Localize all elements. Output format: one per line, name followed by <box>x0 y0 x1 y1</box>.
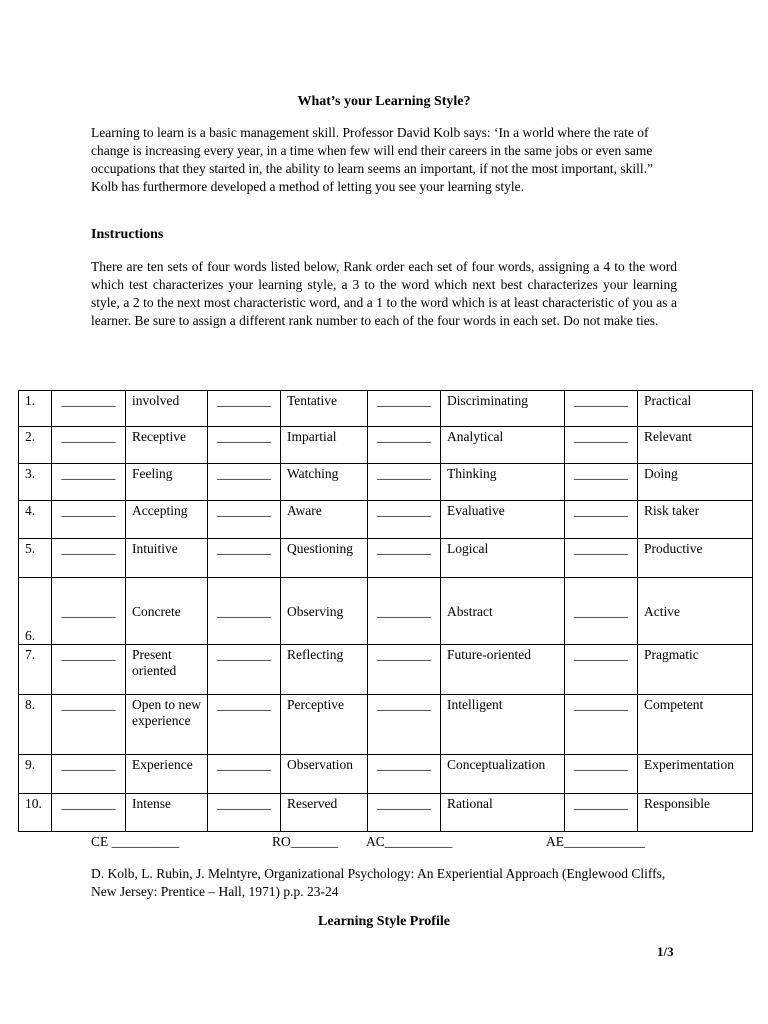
rank-blank[interactable]: ________ <box>52 501 126 539</box>
rank-blank[interactable]: ________ <box>52 464 126 501</box>
rank-blank[interactable]: ________ <box>52 427 126 464</box>
table-row <box>19 645 753 695</box>
row-number: 7. <box>19 645 52 695</box>
word-cell: Questioning <box>281 539 368 578</box>
rank-blank[interactable]: ________ <box>52 645 126 695</box>
rank-blank[interactable]: ________ <box>52 755 126 794</box>
table-row <box>19 464 753 501</box>
rank-blank[interactable]: ________ <box>208 695 281 755</box>
rank-blank[interactable]: ________ <box>368 755 441 794</box>
ce-score: CE __________ <box>91 834 180 849</box>
rank-blank[interactable]: ________ <box>565 539 638 578</box>
word-cell: Relevant <box>638 427 753 464</box>
table-row <box>19 539 753 578</box>
rank-blank[interactable]: ________ <box>565 645 638 695</box>
ae-score: AE____________ <box>546 834 645 849</box>
word-cell: Risk taker <box>638 501 753 539</box>
row-number: 8. <box>19 695 52 755</box>
rank-blank[interactable]: ________ <box>208 578 281 645</box>
word-cell: Present oriented <box>126 645 208 695</box>
rank-blank[interactable]: ________ <box>565 695 638 755</box>
word-cell: Logical <box>441 539 565 578</box>
rank-blank[interactable]: ________ <box>52 695 126 755</box>
rank-blank[interactable]: ________ <box>208 501 281 539</box>
rank-blank[interactable]: ________ <box>208 391 281 427</box>
rank-blank[interactable]: ________ <box>565 794 638 832</box>
word-cell: Future-oriented <box>441 645 565 695</box>
table-row <box>19 501 753 539</box>
rank-blank[interactable]: ________ <box>565 391 638 427</box>
word-cell: Intelligent <box>441 695 565 755</box>
word-cell: Conceptualization <box>441 755 565 794</box>
word-cell: Watching <box>281 464 368 501</box>
intro-paragraph: Learning to learn is a basic management skill. Professor David Kolb says: ‘In a world where the rate of change is increasing every year, in a time when few will end their careers in the same jobs or even same occupations that they started in, the ability to learn seems an important, if not the most important, skill.” Kolb has furthermore developed a method of letting you see your learning style. <box>91 125 654 194</box>
word-cell: Practical <box>638 391 753 427</box>
table-row <box>19 391 753 427</box>
word-cell: Reflecting <box>281 645 368 695</box>
word-cell: Impartial <box>281 427 368 464</box>
word-cell: Experimentation <box>638 755 753 794</box>
word-cell: Discriminating <box>441 391 565 427</box>
rank-blank[interactable]: ________ <box>208 427 281 464</box>
row-number: 5. <box>19 539 52 578</box>
rank-blank[interactable]: ________ <box>208 794 281 832</box>
citation: D. Kolb, L. Rubin, J. Melntyre, Organizational Psychology: An Experiential Approach (Englewood Cliffs, New Jersey: Prentice – Hall, 1971) p.p. 23-24 <box>91 866 666 899</box>
rank-blank[interactable]: ________ <box>52 794 126 832</box>
table-row <box>19 755 753 794</box>
word-cell: Thinking <box>441 464 565 501</box>
row-number: 9. <box>19 755 52 794</box>
rank-blank[interactable]: ________ <box>368 391 441 427</box>
instructions-heading: Instructions <box>91 227 164 242</box>
word-cell: Rational <box>441 794 565 832</box>
rank-blank[interactable]: ________ <box>52 539 126 578</box>
ac-score: AC__________ <box>366 834 453 849</box>
page-number: 1/3 <box>657 944 674 959</box>
word-cell: Abstract <box>441 578 565 645</box>
word-cell: Tentative <box>281 391 368 427</box>
learning-style-table <box>18 390 753 832</box>
row-number: 1. <box>19 391 52 427</box>
word-cell: Experience <box>126 755 208 794</box>
word-cell: Intuitive <box>126 539 208 578</box>
word-cell: Open to new experience <box>126 695 208 755</box>
word-cell: Observing <box>281 578 368 645</box>
rank-blank[interactable]: ________ <box>368 695 441 755</box>
row-number: 6. <box>19 578 52 645</box>
rank-blank[interactable]: ________ <box>368 464 441 501</box>
word-cell: Doing <box>638 464 753 501</box>
instructions-paragraph: There are ten sets of four words listed below, Rank order each set of four words, assigning a 4 to the word which test characterizes your learning style, a 3 to the word which next best characterizes your learning style, a 2 to the next most characteristic word, and a 1 to the word which is at least characteristic of you as a learner. Be sure to assign a different rank number to each of the four words in each set. Do not make ties. <box>91 259 677 328</box>
rank-blank[interactable]: ________ <box>52 578 126 645</box>
rank-blank[interactable]: ________ <box>368 539 441 578</box>
document-title: What’s your Learning Style? <box>297 94 471 109</box>
word-cell: Intense <box>126 794 208 832</box>
table-row <box>19 794 753 832</box>
word-cell: Productive <box>638 539 753 578</box>
rank-blank[interactable]: ________ <box>208 645 281 695</box>
rank-blank[interactable]: ________ <box>208 464 281 501</box>
table-row <box>19 427 753 464</box>
word-cell: Evaluative <box>441 501 565 539</box>
section-subtitle: Learning Style Profile <box>318 914 450 929</box>
row-number: 3. <box>19 464 52 501</box>
rank-blank[interactable]: ________ <box>565 501 638 539</box>
ro-score: RO_______ <box>272 834 339 849</box>
rank-blank[interactable]: ________ <box>208 755 281 794</box>
rank-blank[interactable]: ________ <box>565 578 638 645</box>
rank-blank[interactable]: ________ <box>52 391 126 427</box>
rank-blank[interactable]: ________ <box>565 755 638 794</box>
rank-blank[interactable]: ________ <box>565 464 638 501</box>
word-cell: Competent <box>638 695 753 755</box>
word-cell: Pragmatic <box>638 645 753 695</box>
word-cell: Analytical <box>441 427 565 464</box>
rank-blank[interactable]: ________ <box>368 794 441 832</box>
word-cell: Observation <box>281 755 368 794</box>
word-cell: Accepting <box>126 501 208 539</box>
row-number: 10. <box>19 794 52 832</box>
table-row <box>19 695 753 755</box>
word-cell: Aware <box>281 501 368 539</box>
word-cell: Responsible <box>638 794 753 832</box>
table-row <box>19 578 753 645</box>
word-cell: involved <box>126 391 208 427</box>
rank-blank[interactable]: ________ <box>565 427 638 464</box>
rank-blank[interactable]: ________ <box>208 539 281 578</box>
rank-blank[interactable]: ________ <box>368 578 441 645</box>
word-cell: Reserved <box>281 794 368 832</box>
word-cell: Active <box>638 578 753 645</box>
word-cell: Perceptive <box>281 695 368 755</box>
word-cell: Receptive <box>126 427 208 464</box>
rank-blank[interactable]: ________ <box>368 645 441 695</box>
row-number: 4. <box>19 501 52 539</box>
word-cell: Concrete <box>126 578 208 645</box>
word-cell: Feeling <box>126 464 208 501</box>
row-number: 2. <box>19 427 52 464</box>
rank-blank[interactable]: ________ <box>368 427 441 464</box>
rank-blank[interactable]: ________ <box>368 501 441 539</box>
